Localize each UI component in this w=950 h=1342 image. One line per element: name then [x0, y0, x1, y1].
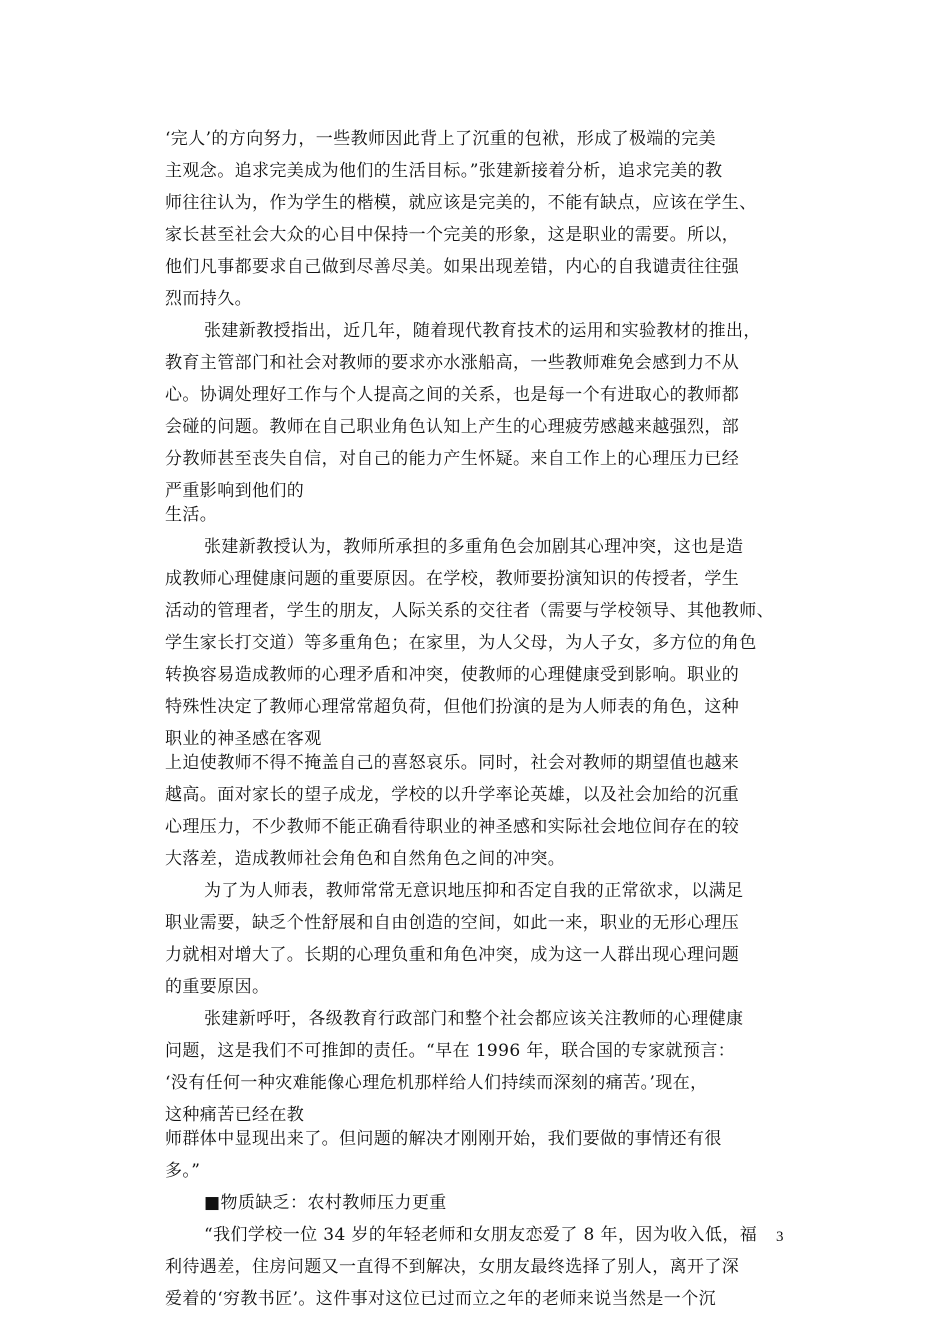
- text-line: 越高。面对家长的望子成龙，学校的以升学率论英雄，以及社会加给的沉重: [165, 785, 740, 805]
- text-line: 分教师甚至丧失自信，对自己的能力产生怀疑。来自工作上的心理压力已经: [165, 449, 740, 469]
- text-line: 力就相对增大了。长期的心理负重和角色冲突，成为这一人群出现心理问题: [165, 945, 740, 965]
- text-line: 主观念。追求完美成为他们的生活目标。”张建新接着分析，追求完美的教: [165, 161, 723, 181]
- text-line: 心。协调处理好工作与个人提高之间的关系，也是每一个有进取心的教师都: [165, 385, 740, 405]
- text-line: 生活。: [165, 505, 218, 525]
- text-line: 师群体中显现出来了。但问题的解决才刚刚开始，我们要做的事情还有很: [165, 1129, 722, 1149]
- page-number: 3: [776, 1229, 784, 1245]
- text-line: 活动的管理者，学生的朋友，人际关系的交往者（需要与学校领导、其他教师、: [165, 601, 774, 621]
- text-line: 这种痛苦已经在教: [165, 1105, 305, 1125]
- text-line: 职业需要，缺乏个性舒展和自由创造的空间，如此一来，职业的无形心理压: [165, 913, 740, 933]
- text-line: 利待遇差，住房问题又一直得不到解决，女朋友最终选择了别人，离开了深: [165, 1257, 740, 1277]
- paragraph-first-line: “我们学校一位 34 岁的年轻老师和女朋友恋爱了 8 年，因为收入低，福: [204, 1225, 758, 1245]
- text-line: 成教师心理健康问题的重要原因。在学校，教师要扮演知识的传授者，学生: [165, 569, 740, 589]
- text-line: 教育主管部门和社会对教师的要求亦水涨船高，一些教师难免会感到力不从: [165, 353, 740, 373]
- text-line: 多。”: [165, 1161, 201, 1181]
- text-line: 家长甚至社会大众的心目中保持一个完美的形象，这是职业的需要。所以，: [165, 225, 740, 245]
- text-line: 职业的神圣感在客观: [165, 729, 322, 749]
- text-line: 会碰的问题。教师在自己职业角色认知上产生的心理疲劳感越来越强烈，部: [165, 417, 740, 437]
- text-line: 大落差，造成教师社会角色和自然角色之间的冲突。: [165, 849, 566, 869]
- paragraph-first-line: 为了为人师表，教师常常无意识地压抑和否定自我的正常欲求，以满足: [204, 881, 744, 901]
- text-line: 爱着的‘穷教书匠’。这件事对这位已过而立之年的老师来说当然是一个沉: [165, 1289, 717, 1309]
- text-line: 师往往认为，作为学生的楷模，就应该是完美的，不能有缺点，应该在学生、: [165, 193, 757, 213]
- text-line: 特殊性决定了教师心理常常超负荷，但他们扮演的是为人师表的角色，这种: [165, 697, 740, 717]
- text-line: 问题，这是我们不可推卸的责任。“早在 1996 年，联合国的专家就预言：: [165, 1041, 736, 1061]
- text-line: 上迫使教师不得不掩盖自己的喜怒哀乐。同时，社会对教师的期望值也越来: [165, 753, 740, 773]
- text-line: 心理压力，不少教师不能正确看待职业的神圣感和实际社会地位间存在的较: [165, 817, 740, 837]
- text-line: 烈而持久。: [165, 289, 252, 309]
- text-line: 学生家长打交道）等多重角色；在家里，为人父母，为人子女，多方位的角色: [165, 633, 757, 653]
- text-line: 他们凡事都要求自己做到尽善尽美。如果出现差错，内心的自我谴责往往强: [165, 257, 740, 277]
- section-heading: ■物质缺乏：农村教师压力更重: [204, 1193, 447, 1213]
- paragraph-first-line: 张建新教授认为，教师所承担的多重角色会加剧其心理冲突，这也是造: [204, 537, 744, 557]
- text-line: 严重影响到他们的: [165, 481, 305, 501]
- text-line: 的重要原因。: [165, 977, 270, 997]
- paragraph-first-line: 张建新教授指出，近几年，随着现代教育技术的运用和实验教材的推出，: [204, 321, 761, 341]
- text-line: ‘完人’的方向努力，一些教师因此背上了沉重的包袱，形成了极端的完美: [165, 129, 717, 149]
- paragraph-first-line: 张建新呼吁，各级教育行政部门和整个社会都应该关注教师的心理健康: [204, 1009, 744, 1029]
- text-line: ‘没有任何一种灾难能像心理危机那样给人们持续而深刻的痛苦。’现在，: [165, 1073, 708, 1093]
- text-line: 转换容易造成教师的心理矛盾和冲突，使教师的心理健康受到影响。职业的: [165, 665, 740, 685]
